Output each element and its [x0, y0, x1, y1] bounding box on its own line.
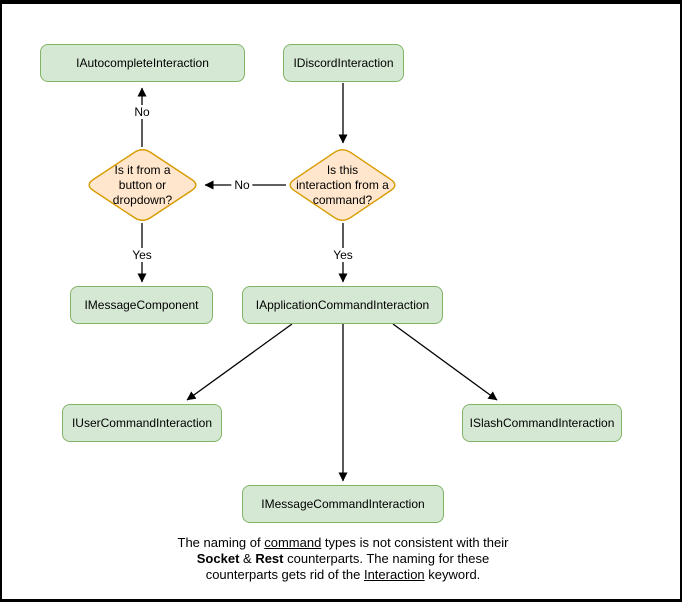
node-application-command-interaction-label: IApplicationCommandInteraction — [255, 298, 430, 312]
node-slash-command-interaction-label: ISlashCommandInteraction — [469, 416, 615, 430]
node-user-command-interaction — [62, 404, 222, 442]
node-message-command-interaction-label: IMessageCommandInteraction — [261, 497, 425, 511]
node-user-command-interaction-label: IUserCommandInteraction — [71, 416, 213, 430]
decision-button-dropdown-shape — [89, 150, 196, 221]
note-text — [132, 535, 554, 583]
edge-label-no-vertical: No — [131, 105, 152, 119]
node-message-command-interaction — [242, 485, 444, 523]
decision-from-command-shape — [290, 150, 395, 220]
decision-button-dropdown-label: Is it from a button or dropdown? — [112, 162, 173, 207]
node-message-component — [70, 286, 213, 324]
note-segment: counterparts gets rid of the — [205, 567, 364, 582]
edge-application-to-slash-command — [393, 324, 497, 400]
edge-application-to-user-command — [187, 324, 292, 400]
edge-label-yes-left: Yes — [129, 248, 155, 262]
note-segment: types is not consistent with their — [321, 535, 509, 550]
note-segment-bold-socket: Socket — [196, 551, 240, 566]
node-discord-interaction — [283, 44, 404, 82]
node-autocomplete-interaction — [40, 44, 245, 82]
node-autocomplete-interaction-label: IAutocompleteInteraction — [76, 56, 209, 70]
note-segment: & — [239, 551, 256, 566]
note-segment-underline-command: command — [264, 535, 322, 550]
note-segment-underline-interaction: Interaction — [363, 567, 425, 582]
edge-label-yes-right: Yes — [330, 248, 356, 262]
note-segment: keyword. — [424, 567, 481, 582]
node-slash-command-interaction — [462, 404, 622, 442]
node-application-command-interaction — [242, 286, 443, 324]
decision-from-command-label: Is this interaction from a command? — [296, 162, 389, 207]
note-segment: counterparts. The naming for these — [283, 551, 490, 566]
node-discord-interaction-label: IDiscordInteraction — [293, 56, 394, 70]
node-message-component-label: IMessageComponent — [84, 298, 199, 312]
note-segment-bold-rest: Rest — [255, 551, 284, 566]
edge-label-no-horizontal: No — [231, 178, 252, 192]
note-segment: The naming of — [177, 535, 265, 550]
